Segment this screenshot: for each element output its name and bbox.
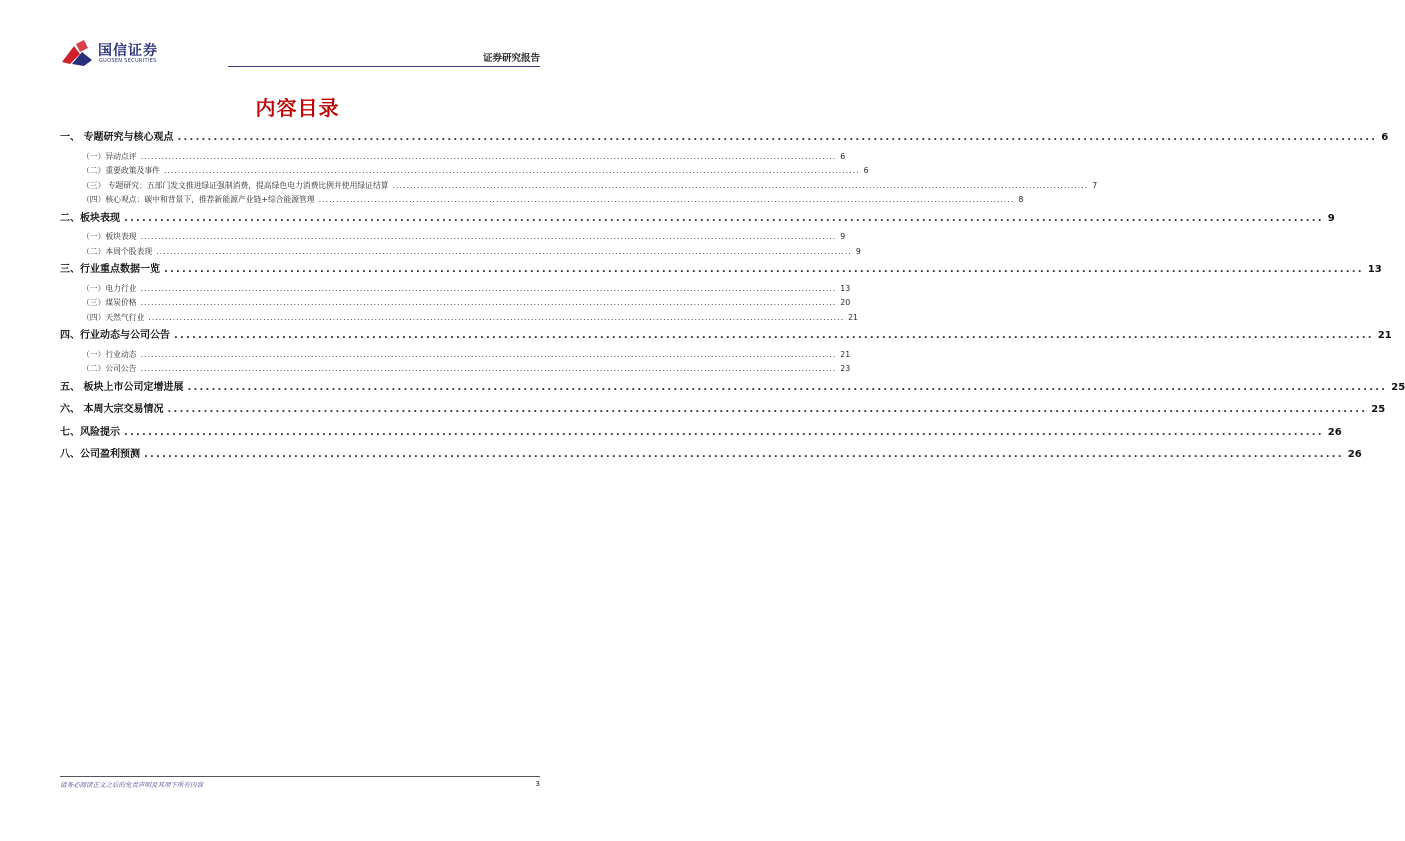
toc-leader-dots: ........................................................................................................................................................................................................ (148, 312, 845, 322)
toc-entry-page: 21 (840, 349, 851, 359)
guosen-logo (60, 36, 220, 70)
toc-entry-section[interactable] (60, 127, 1389, 150)
disclaimer-note: 请务必阅读正文之后的免责声明及其项下所有内容 (60, 781, 203, 789)
toc-leader-dots: ........................................................................................................................................................................................................ (124, 426, 1324, 438)
toc-leader-dots: ........................................................................................................................................................................................................ (140, 298, 837, 307)
toc-entry-title: （三）煤炭价格 (82, 298, 137, 307)
toc-entry-page: 26 (1327, 426, 1342, 438)
page-header (60, 36, 540, 70)
toc-entry-section[interactable] (60, 399, 1386, 422)
toc-entry-page: 6 (1381, 132, 1389, 143)
toc-entry-page: 23 (840, 364, 851, 373)
table-of-contents (60, 127, 1405, 467)
toc-leader-dots: ........................................................................................................................................................................................................ (163, 166, 860, 175)
toc-entry-subsection[interactable] (60, 150, 846, 165)
toc-entry-page: 9 (855, 246, 861, 256)
toc-entry-subsection[interactable] (60, 179, 1098, 194)
toc-leader-dots: ........................................................................................................................................................................................................ (140, 283, 837, 293)
toc-entry-page: 6 (863, 166, 869, 175)
header-divider (228, 66, 540, 67)
toc-entry-page: 25 (1391, 381, 1405, 393)
toc-entry-title: （四）核心观点：碳中和背景下，推荐新能源产业链+综合能源管理 (82, 195, 315, 204)
toc-entry-page: 21 (1377, 330, 1392, 341)
toc-entry-section[interactable] (60, 377, 1405, 400)
toc-entry-title: （一）电力行业 (82, 283, 137, 293)
toc-entry-subsection[interactable] (60, 282, 851, 297)
toc-entry-title: （二）重要政策及事件 (82, 166, 160, 175)
toc-entry-title: （一）板块表现 (82, 232, 137, 241)
toc-entry-section[interactable] (60, 208, 1335, 231)
toc-entry-title: （一）行业动态 (82, 349, 137, 359)
toc-entry-title: （四）天然气行业 (82, 312, 145, 322)
logo-text-cn: 国信证券 (98, 43, 158, 59)
toc-entry-page: 9 (1327, 212, 1335, 224)
toc-entry-subsection[interactable] (60, 362, 851, 377)
toc-leader-dots: ........................................................................................................................................................................................................ (167, 404, 1368, 415)
toc-entry-subsection[interactable] (60, 348, 851, 363)
toc-entry-subsection[interactable] (60, 311, 858, 326)
toc-entry-title: （一）异动点评 (82, 151, 137, 161)
page-number: 3 (535, 780, 540, 788)
toc-leader-dots: ........................................................................................................................................................................................................ (187, 381, 1388, 393)
toc-entry-title: （三） 专题研究：五部门发文推进绿证强制消费，提高绿色电力消费比例并使用绿证结算 (82, 180, 389, 190)
toc-leader-dots: ........................................................................................................................................................................................................ (144, 449, 1344, 460)
toc-entry-page: 25 (1371, 404, 1386, 415)
toc-entry-page: 9 (840, 232, 846, 241)
toc-entry-title: 三、行业重点数据一览 (60, 264, 160, 275)
toc-entry-title: 八、公司盈利预测 (60, 449, 140, 460)
toc-title: 内容目录 (255, 96, 340, 120)
toc-leader-dots: ........................................................................................................................................................................................................ (124, 212, 1324, 224)
toc-leader-dots: ........................................................................................................................................................................................................ (177, 132, 1378, 143)
toc-entry-page: 6 (840, 151, 846, 161)
toc-entry-title: 七、风险提示 (60, 426, 120, 438)
toc-entry-title: 一、 专题研究与核心观点 (60, 132, 174, 143)
toc-leader-dots: ........................................................................................................................................................................................................ (140, 232, 837, 241)
toc-entry-title: 六、 本周大宗交易情况 (60, 404, 164, 415)
toc-entry-section[interactable] (60, 444, 1362, 467)
toc-entry-title: 五、 板块上市公司定增进展 (60, 381, 184, 393)
toc-leader-dots: ........................................................................................................................................................................................................ (164, 264, 1364, 275)
toc-entry-section[interactable] (60, 325, 1392, 348)
toc-entry-section[interactable] (60, 259, 1382, 282)
toc-entry-subsection[interactable] (60, 193, 1024, 208)
toc-entry-page: 21 (848, 312, 858, 322)
toc-leader-dots: ........................................................................................................................................................................................................ (174, 330, 1374, 341)
toc-entry-subsection[interactable] (60, 164, 869, 179)
toc-entry-page: 20 (840, 298, 851, 307)
toc-entry-section[interactable] (60, 422, 1342, 445)
toc-entry-title: 二、板块表现 (60, 212, 120, 224)
toc-entry-title: 四、行业动态与公司公告 (60, 330, 170, 341)
footer-divider (60, 776, 540, 777)
toc-leader-dots: ........................................................................................................................................................................................................ (140, 364, 837, 373)
toc-leader-dots: ........................................................................................................................................................................................................ (392, 180, 1089, 190)
toc-entry-subsection[interactable] (60, 296, 851, 311)
toc-leader-dots: ........................................................................................................................................................................................................ (140, 151, 837, 161)
logo-text-en: GUOSEN SECURITIES (99, 58, 157, 64)
toc-entry-subsection[interactable] (60, 245, 861, 260)
toc-leader-dots: ........................................................................................................................................................................................................ (156, 246, 852, 256)
toc-leader-dots: ........................................................................................................................................................................................................ (318, 195, 1015, 204)
toc-leader-dots: ........................................................................................................................................................................................................ (140, 349, 837, 359)
toc-entry-page: 8 (1018, 195, 1024, 204)
guosen-logo-mark-icon (60, 40, 94, 66)
toc-entry-page: 7 (1092, 180, 1098, 190)
report-type-label: 证券研究报告 (482, 53, 540, 64)
toc-entry-page: 26 (1347, 449, 1362, 460)
toc-entry-subsection[interactable] (60, 230, 846, 245)
page-footer (60, 776, 540, 796)
toc-entry-page: 13 (1367, 264, 1382, 275)
toc-entry-page: 13 (840, 283, 851, 293)
toc-entry-title: （二）公司公告 (82, 364, 137, 373)
toc-entry-title: （二）本周个股表现 (82, 246, 153, 256)
